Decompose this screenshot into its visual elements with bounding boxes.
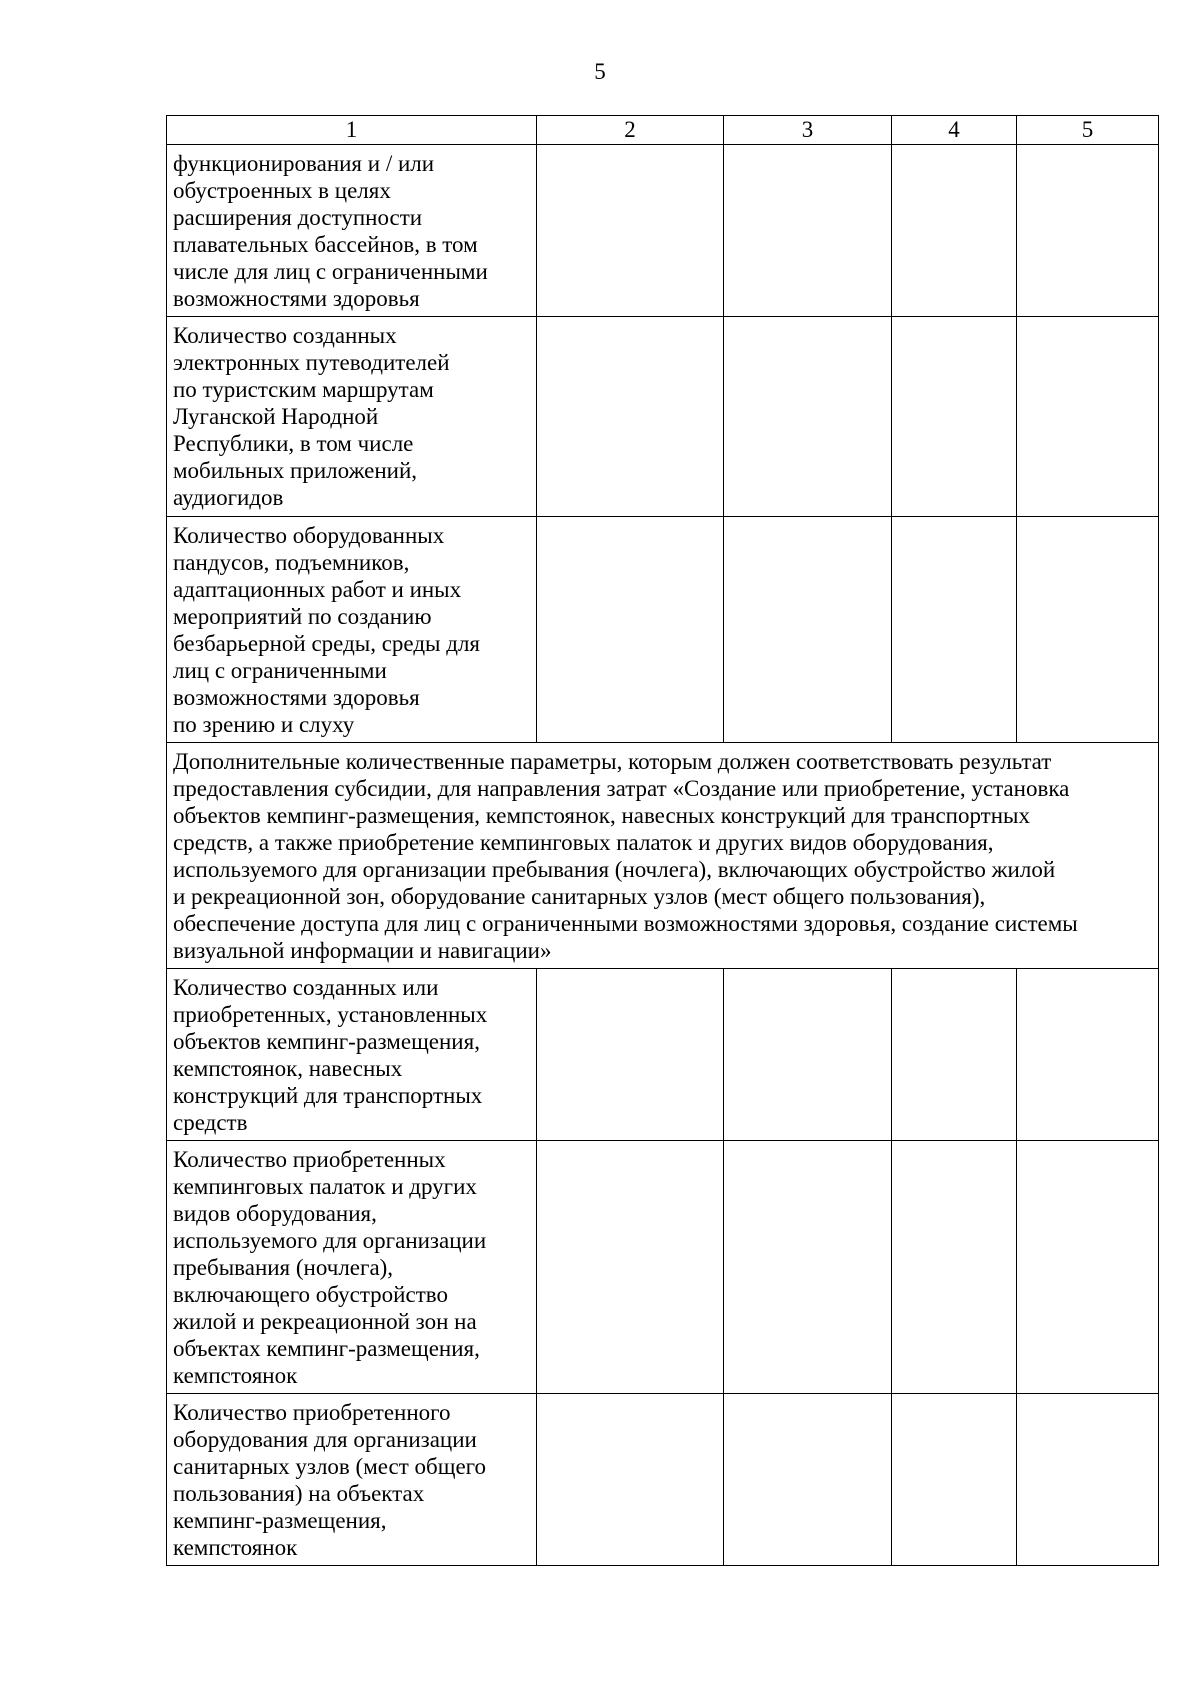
value-cell bbox=[892, 317, 1017, 517]
value-cell bbox=[1017, 145, 1159, 317]
indicators-table bbox=[166, 115, 1159, 1566]
column-header: 3 bbox=[724, 116, 892, 145]
column-header: 5 bbox=[1017, 116, 1159, 145]
value-cell bbox=[537, 1394, 724, 1566]
indicator-label: Количество приобретенного оборудования для организации санитарных узлов (мест общего пользования) на объектах кемпинг-размещения, кемпстоянок bbox=[167, 1394, 537, 1566]
value-cell bbox=[724, 1141, 892, 1394]
value-cell bbox=[724, 517, 892, 743]
value-cell bbox=[1017, 317, 1159, 517]
section-heading: Дополнительные количественные параметры, которым должен соответствовать результат предоставления субсидии, для направления затрат «Создание или приобретение, установка объектов кемпинг-размещения, кемпстоянок, навесных конструкций для транспортных средств, а также приобретение кемпинговых палаток и других видов оборудования, используемого для организации пребывания (ночлега), включающих обустройство жилой и рекреационной зон, оборудование санитарных узлов (мест общего пользования), обеспечение доступа для лиц с ограниченными возможностями здоровья, создание системы визуальной информации и навигации» bbox=[167, 743, 1159, 969]
table-row bbox=[167, 317, 1159, 517]
value-cell bbox=[537, 969, 724, 1141]
section-heading-row bbox=[167, 743, 1159, 969]
value-cell bbox=[537, 1141, 724, 1394]
value-cell bbox=[892, 1394, 1017, 1566]
table-header-row bbox=[167, 116, 1159, 145]
table-row bbox=[167, 517, 1159, 743]
indicator-label: функционирования и / или обустроенных в целях расширения доступности плавательных бассейнов, в том числе для лиц с ограниченными возможностями здоровья bbox=[167, 145, 537, 317]
value-cell bbox=[724, 317, 892, 517]
value-cell bbox=[892, 517, 1017, 743]
table-row bbox=[167, 145, 1159, 317]
indicator-label: Количество созданных электронных путеводителей по туристским маршрутам Луганской Народной Республики, в том числе мобильных приложений, аудиогидов bbox=[167, 317, 537, 517]
value-cell bbox=[1017, 1141, 1159, 1394]
column-header: 4 bbox=[892, 116, 1017, 145]
column-header: 1 bbox=[167, 116, 537, 145]
indicator-label: Количество приобретенных кемпинговых палаток и других видов оборудования, используемого для организации пребывания (ночлега), включающего обустройство жилой и рекреационной зон на объектах кемпинг-размещения, кемпстоянок bbox=[167, 1141, 537, 1394]
table-row bbox=[167, 1141, 1159, 1394]
value-cell bbox=[724, 1394, 892, 1566]
column-header: 2 bbox=[537, 116, 724, 145]
indicator-label: Количество оборудованных пандусов, подъемников, адаптационных работ и иных мероприятий по созданию безбарьерной среды, среды для лиц с ограниченными возможностями здоровья по зрению и слуху bbox=[167, 517, 537, 743]
value-cell bbox=[724, 969, 892, 1141]
value-cell bbox=[724, 145, 892, 317]
value-cell bbox=[537, 145, 724, 317]
value-cell bbox=[892, 969, 1017, 1141]
page-number: 5 bbox=[594, 59, 606, 84]
value-cell bbox=[537, 517, 724, 743]
value-cell bbox=[1017, 1394, 1159, 1566]
value-cell bbox=[1017, 969, 1159, 1141]
value-cell bbox=[892, 1141, 1017, 1394]
value-cell bbox=[1017, 517, 1159, 743]
table-row bbox=[167, 1394, 1159, 1566]
value-cell bbox=[892, 145, 1017, 317]
value-cell bbox=[537, 317, 724, 517]
indicator-label: Количество созданных или приобретенных, установленных объектов кемпинг-размещения, кемпстоянок, навесных конструкций для транспортных средств bbox=[167, 969, 537, 1141]
table-row bbox=[167, 969, 1159, 1141]
